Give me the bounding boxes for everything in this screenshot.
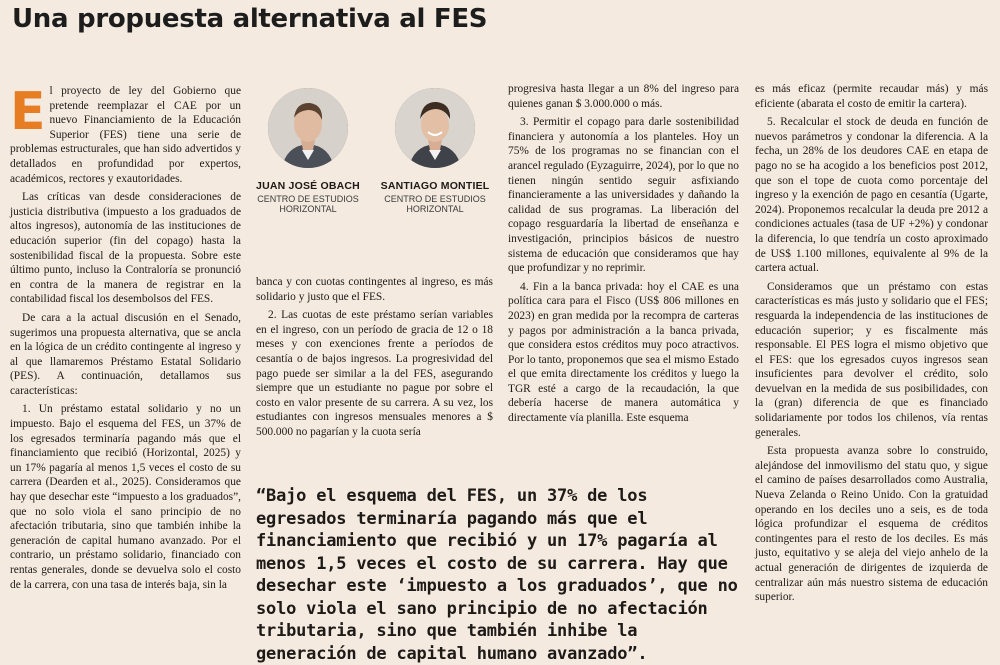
author-santiago-montiel [370, 88, 500, 214]
paragraph: 2. Las cuotas de este préstamo serían variables en el ingreso, con un período de gracia de 12 o 18 meses y con exenciones frente a períodos de cesantía o de bajos ingresos. La progresividad del pago puede ser similar a la del FES, asegurando siempre que un estudiante no pague por sobre el costo en valor presente de su carrera. A su vez, los estudiantes con ingresos mensuales menores a $ 500.000 no pagarían y la cuota sería [256, 309, 493, 438]
paragraph: 3. Permitir el copago para darle sostenibilidad financiera y autonomía a los planteles. Hoy un 75% de los programas no se financian con el arancel regulado (Eyzaguirre, 2024), por lo que no tienen ningún sentido seguir asfixiando financieramente a las universidades y dañando la calidad de sus programas. La liberación del copago resguardaría la libertad de enseñanza e investigación, principios básicos de nuestro sistema de educación que consideramos que hay que profundizar y no reprimir. [508, 116, 739, 275]
paragraph: 5. Recalcular el stock de deuda en función de nuevos parámetros y condonar la diferencia. A la fecha, un 28% de los deudores CAE en etapa de pago no se ha acogido a los beneficios post 2012, que son el tope de cuota como porcentaje del ingreso y la exención de pago en cesantía (Ugarte, 2024). Proponemos recalcular la deuda pre 2012 a condiciones actuales (tasa de UF +2%) y condonar la diferencia, lo que tendría un costo aproximado de US$ 1.100 millones, equivalente al 9% de la cartera actual. [755, 116, 988, 275]
column-1 [10, 84, 241, 596]
drop-cap: E [10, 82, 46, 142]
pull-quote: “Bajo el esquema del FES, un 37% de los egresados terminaría pagando más que el financiamiento que recibió y un 17% pagaría al menos 1,5 veces el costo de su carrera. Hay que desechar este ‘impuesto a los graduados’, que no solo viola el sano principio de no afectación tributaria, sino que también inhibe la generación de capital humano avanzado”. [256, 486, 738, 664]
paragraph: 1. Un préstamo estatal solidario y no un impuesto. Bajo el esquema del FES, un 37% de los egresados terminaría pagando más que el financiamiento que recibió (Horizontal, 2025) y un 17% pagaría al menos 1,5 veces el costo de su carrera (Dearden et al., 2025). Consideramos que hay que desechar este “impuesto a los graduados”, que no solo viola el sano principio de no afectación tributaria, sino que también inhibe la generación de capital humano avanzado. Por el contrario, un préstamo solidario, financiado con rentas generales, donde se devuelva solo el costo de la carrera, con una tasa de interés baja, sin la [10, 403, 241, 591]
author-institution: CENTRO DE ESTUDIOS HORIZONTAL [384, 194, 486, 214]
author-juan-jose-obach [243, 88, 373, 214]
paragraph: De cara a la actual discusión en el Senado, sugerimos una propuesta alternativa, que se ancla en la lógica de un crédito contingente al ingreso y al que llamaremos Préstamo Estatal Solidario (PES). A continuación, detallamos sus características: [10, 311, 241, 397]
paragraph: Las críticas van desde consideraciones de justicia distributiva (impuesto a los graduados de altos ingresos), autonomía de las instituciones de educación superior (fin del copago) hasta la sostenibilidad fiscal de la propuesta. Sobre este último punto, incluso la Contraloría se pronunció en contra de la manera de registrar en la contabilidad fiscal los desembolsos del FES. [10, 191, 241, 306]
headline: Una propuesta alternativa al FES [12, 4, 488, 34]
author-name: SANTIAGO MONTIEL [380, 180, 490, 192]
paragraph: Consideramos que un préstamo con estas características es más justo y solidario que el FES; resguarda la independencia de las instituciones de educación superior; y es fiscalmente más responsable. El PES logra el mismo objetivo que el FES: que los egresados cuyos ingresos sean insuficientes para devolver el crédito, solo devuelvan en la medida de sus posibilidades, con la (gran) diferencia de que es financiado solidariamente por todos los chilenos, vía rentas generales. [755, 280, 988, 439]
author-photo [395, 88, 475, 168]
column-4 [755, 82, 988, 609]
author-name: JUAN JOSÉ OBACH [256, 180, 360, 192]
author-institution: CENTRO DE ESTUDIOS HORIZONTAL [257, 194, 359, 214]
author-photo [268, 88, 348, 168]
paragraph: Esta propuesta avanza sobre lo construido, alejándose del inmovilismo del statu quo, y sigue el camino de países desarrollados como Australia, Nueva Zelanda o Reino Unido. Con la gratuidad operando en los deciles uno a seis, es de toda lógica profundizar el esquema de créditos contingentes para el resto de los deciles. Es más justo, equitativo y se aleja del viejo anhelo de la actual generación de dirigentes de izquierda de centralizar aún más nuestro sistema de educación superior. [755, 445, 988, 604]
paragraph: banca y con cuotas contingentes al ingreso, es más solidario y justo que el FES. [256, 276, 493, 303]
paragraph: 4. Fin a la banca privada: hoy el CAE es una política cara para el Fisco (US$ 806 millones en 2023) en gran medida por la recompra de carteras y pagos por administración a la banca privada, que considera estos créditos muy poco atractivos. Por lo tanto, proponemos que sea el mismo Estado el que emita directamente los créditos y luego la TGR esté a cargo de la recaudación, la que debería hacerse de manera automática y directamente vía planilla. Este esquema [508, 280, 739, 425]
column-3 [508, 82, 739, 430]
paragraph: es más eficaz (permite recaudar más) y más eficiente (abarata el costo de emitir la cartera). [755, 83, 988, 110]
column-2 [256, 275, 493, 444]
paragraph: El proyecto de ley del Gobierno que pretende reemplazar el CAE por un nuevo Financiamiento de la Educación Superior (FES) tiene una serie de problemas estructurales, que han sido advertidos y detallados en profundidad por expertos, académicos, rectores y exautoridades. [10, 82, 241, 185]
paragraph: progresiva hasta llegar a un 8% del ingreso para quienes ganan $ 3.000.000 o más. [508, 83, 739, 110]
